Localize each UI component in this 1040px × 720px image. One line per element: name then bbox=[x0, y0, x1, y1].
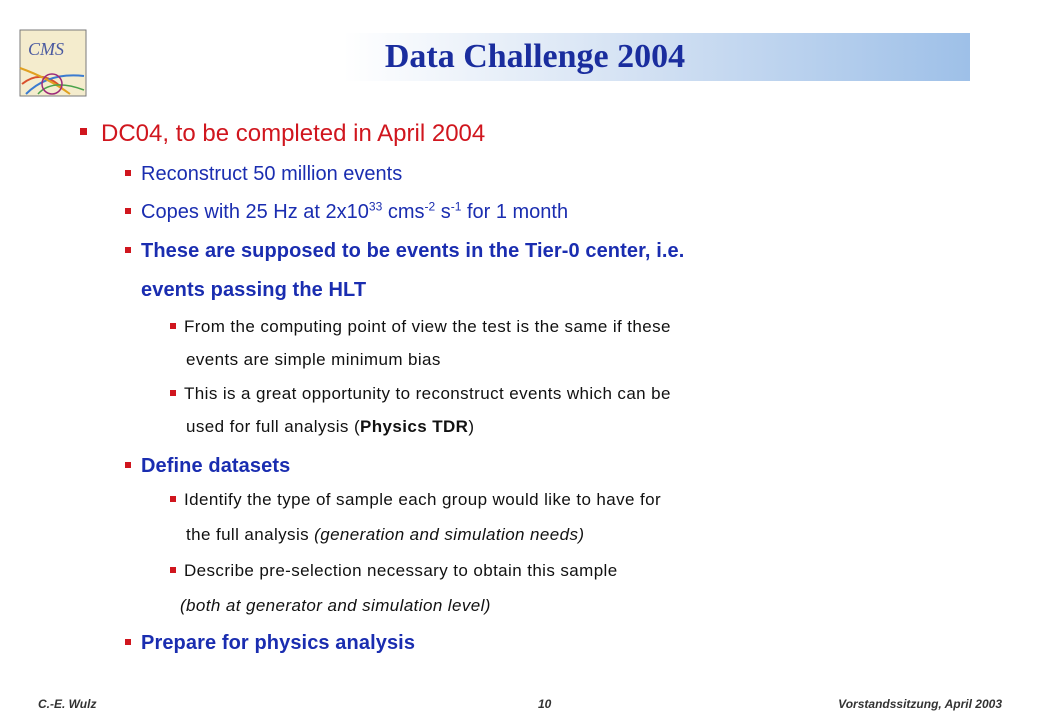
footer-author: C.-E. Wulz bbox=[38, 697, 97, 711]
bullet-square-icon bbox=[125, 247, 131, 253]
bullet-identify-cont: the full analysis (generation and simulation needs) bbox=[186, 525, 585, 544]
cms-logo bbox=[18, 28, 88, 98]
bullet-tier0-cont: events passing the HLT bbox=[141, 279, 367, 301]
bullet-opportunity: This is a great opportunity to reconstruct events which can be bbox=[170, 385, 671, 402]
footer-page-number: 10 bbox=[538, 697, 552, 711]
bullet-square-icon bbox=[170, 496, 176, 502]
bullet-prepare: Prepare for physics analysis bbox=[125, 633, 415, 653]
svg-text:CMS: CMS bbox=[28, 39, 64, 59]
bullet-square-icon bbox=[125, 170, 131, 176]
bullet-square-icon bbox=[125, 462, 131, 468]
bullet-square-icon bbox=[80, 128, 87, 135]
slide-title: Data Challenge 2004 bbox=[384, 38, 686, 75]
bullet-define-datasets: Define datasets bbox=[125, 456, 290, 476]
bullet-square-icon bbox=[125, 639, 131, 645]
bullet-reconstruct: Reconstruct 50 million events bbox=[125, 164, 402, 184]
bullet-identify: Identify the type of sample each group would like to have for bbox=[170, 491, 661, 508]
bullet-preselection: Describe pre-selection necessary to obtain this sample bbox=[170, 562, 618, 579]
bullet-square-icon bbox=[125, 208, 131, 214]
bullet-tier0: These are supposed to be events in the Tier-0 center, i.e. bbox=[125, 241, 684, 261]
bullet-opportunity-cont: used for full analysis (Physics TDR) bbox=[186, 417, 475, 436]
bullet-copes: Copes with 25 Hz at $2x10^{33}$ cms$^{-2}$ $s^{-1}$ for 1 month bbox=[125, 202, 568, 222]
footer-event: Vorstandssitzung, April 2003 bbox=[838, 697, 1002, 711]
bullet-square-icon bbox=[170, 567, 176, 573]
bullet-square-icon bbox=[170, 390, 176, 396]
bullet-dc04: DC04, to be completed in April 2004 bbox=[80, 122, 485, 146]
bullet-preselection-cont: (both at generator and simulation level) bbox=[180, 596, 491, 615]
bullet-square-icon bbox=[170, 323, 176, 329]
bullet-computing: From the computing point of view the test is the same if these bbox=[170, 318, 671, 335]
bullet-computing-cont: events are simple minimum bias bbox=[186, 350, 441, 369]
